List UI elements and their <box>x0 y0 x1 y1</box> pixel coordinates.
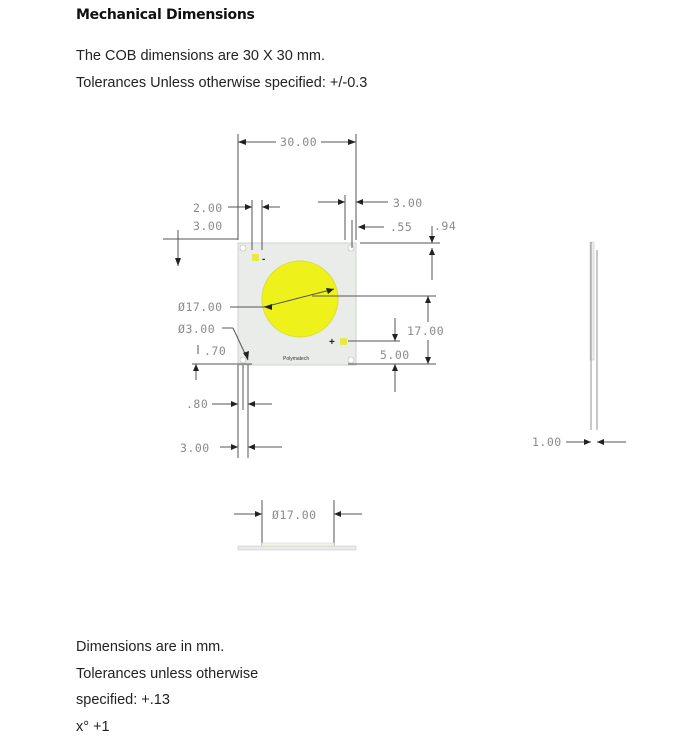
led-emitter <box>262 261 338 337</box>
profile-view-emitter <box>262 543 334 546</box>
plus-pad <box>340 338 347 345</box>
minus-pad <box>252 254 259 261</box>
dim-17-right: 17.00 <box>407 324 445 338</box>
dim-055: .55 <box>390 220 413 234</box>
footer-angle-text: x° +1 <box>76 719 110 735</box>
dim-2-00: 2.00 <box>193 201 223 215</box>
dim-bottom-dia-value: 17.00 <box>279 508 317 522</box>
mount-hole-tl <box>240 245 246 251</box>
dim-094: .94 <box>434 219 457 233</box>
mount-hole-tr <box>348 245 354 251</box>
footer-specified-text: specified: +.13 <box>76 692 170 708</box>
dim-dia-3-value: 3.00 <box>185 322 216 336</box>
dim-3-00-bottom: 3.00 <box>180 441 210 455</box>
dim-070: .70 <box>204 344 227 358</box>
dim-width-30: 30.00 <box>280 135 318 149</box>
section-heading: Mechanical Dimensions <box>76 7 255 23</box>
dim-dia-17 <box>178 300 223 314</box>
brand-label: Polymatech <box>283 356 310 362</box>
diameter-symbol-3: Ø <box>272 508 280 522</box>
footer-tolerance-text: Tolerances unless otherwise <box>76 666 259 682</box>
mount-hole-br <box>348 357 354 363</box>
minus-label: - <box>262 254 266 265</box>
footer-units-text: Dimensions are in mm. <box>76 639 225 655</box>
dim-side-1-00: 1.00 <box>532 435 562 449</box>
mount-hole-bl <box>240 357 246 363</box>
diameter-symbol-2: Ø <box>178 322 186 336</box>
dim-3-00-left: 3.00 <box>193 219 223 233</box>
plus-label: + <box>329 337 335 348</box>
dim-dia-3 <box>178 322 215 336</box>
dim-080: .80 <box>186 397 209 411</box>
dim-bottom-dia-17 <box>272 508 317 522</box>
intro-dimensions-text: The COB dimensions are 30 X 30 mm. <box>76 48 326 64</box>
dim-3-00-right: 3.00 <box>393 196 423 210</box>
diameter-symbol: Ø <box>178 300 186 314</box>
dim-5-00: 5.00 <box>380 348 410 362</box>
dim-dia-17-value: 17.00 <box>185 300 223 314</box>
intro-tolerance-text: Tolerances Unless otherwise specified: +/-0.3 <box>76 75 368 91</box>
profile-view-board <box>238 546 356 550</box>
